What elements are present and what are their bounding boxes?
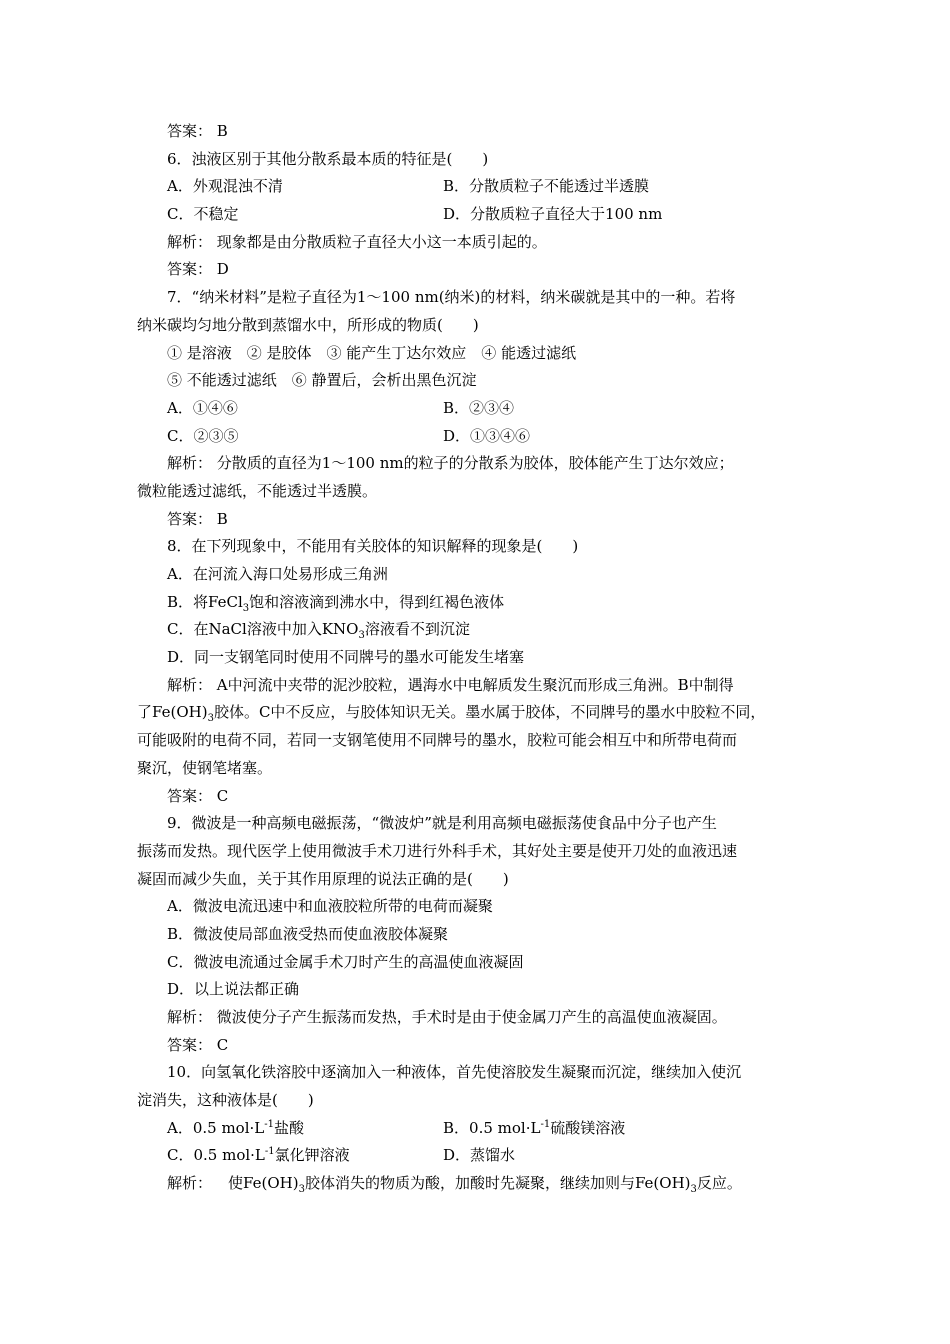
q9-answer: 答案： C xyxy=(167,1035,229,1054)
question-10-stem-2: 淀消失，这种液体是( ) xyxy=(137,1091,314,1110)
question-7-stem-1: 7．“纳米材料”是粒子直径为1～100 nm(纳米)的材料，纳米碳就是其中的一种。若将 xyxy=(167,288,736,307)
q7-option-a: A．①④⑥ xyxy=(167,398,238,417)
q7-explanation-2: 微粒能透过滤纸，不能透过半透膜。 xyxy=(137,481,378,500)
q6-options-ab xyxy=(137,173,817,201)
q8-option-c: C．在NaCl溶液中加入$KNO_3$溶液看不到沉淀 xyxy=(167,620,470,642)
question-9-stem-2: 振荡而发热。现代医学上使用微波手术刀进行外科手术，其好处主要是使开刀处的血液迅速 xyxy=(137,841,738,860)
q10-option-d: D．蒸馏水 xyxy=(443,1146,516,1165)
question-10-stem-1: 10．向氢氧化铁溶胶中逐滴加入一种液体，首先使溶胶发生凝聚而沉淀，继续加入使沉 xyxy=(167,1063,742,1082)
q7-answer: 答案： B xyxy=(167,509,228,528)
q8-explanation-2: 了$Fe(OH)_3$胶体。C中不反应，与胶体知识无关。墨水属于胶体，不同牌号的墨水中胶粒不同， xyxy=(137,703,766,725)
q9-option-d: D．以上说法都正确 xyxy=(167,980,300,999)
q6-explanation: 解析： 现象都是由分散质粒子直径大小这一本质引起的。 xyxy=(167,232,547,251)
q6-option-a: A．外观混浊不清 xyxy=(167,177,283,196)
q7-option-b: B．②③④ xyxy=(443,398,515,417)
question-6-stem: 6．浊液区别于其他分散系最本质的特征是( ) xyxy=(167,149,489,168)
question-7-stem-2: 纳米碳均匀地分散到蒸馏水中，所形成的物质( ) xyxy=(137,315,479,334)
q8-explanation-1: 解析： A中河流中夹带的泥沙胶粒，遇海水中电解质发生聚沉而形成三角洲。B中制得 xyxy=(167,675,734,694)
answer-q5: 答案： B xyxy=(167,122,228,140)
q10-option-c: C．0.5 $mol\cdot L^{-1}$氯化钾溶液 xyxy=(167,1146,350,1165)
q9-option-b: B．微波使局部血液受热而使血液胶体凝聚 xyxy=(167,924,449,943)
q8-answer: 答案： C xyxy=(167,786,229,805)
q9-option-c: C．微波电流通过金属手术刀时产生的高温使血液凝固 xyxy=(167,952,524,971)
q7-options-ab xyxy=(137,395,817,423)
q7-option-c: C．②③⑤ xyxy=(167,426,239,445)
q6-option-d: D．分散质粒子直径大于100 nm xyxy=(443,205,663,224)
question-9-stem-3: 凝固而减少失血，关于其作用原理的说法正确的是( ) xyxy=(137,869,509,888)
q6-option-b: B．分散质粒子不能透过半透膜 xyxy=(443,177,650,196)
q9-option-a: A．微波电流迅速中和血液胶粒所带的电荷而凝聚 xyxy=(167,897,493,916)
q6-option-c: C．不稳定 xyxy=(167,205,239,224)
q7-statements-2: ⑤ 不能透过滤纸 ⑥ 静置后，会析出黑色沉淀 xyxy=(167,371,477,390)
q8-explanation-4: 聚沉，使钢笔堵塞。 xyxy=(137,758,273,777)
q10-options-ab xyxy=(137,1115,817,1143)
q8-option-d: D．同一支钢笔同时使用不同牌号的墨水可能发生堵塞 xyxy=(167,648,525,667)
q10-option-a: A．0.5 $mol\cdot L^{-1}$盐酸 xyxy=(167,1118,305,1137)
q6-answer: 答案： D xyxy=(167,260,229,279)
question-9-stem-1: 9．微波是一种高频电磁振荡，“微波炉”就是利用高频电磁振荡使食品中分子也产生 xyxy=(167,814,717,833)
q8-option-a: A．在河流入海口处易形成三角洲 xyxy=(167,565,388,583)
q10-explanation: 解析： 使$Fe(OH)_3$胶体消失的物质为酸，加酸时先凝聚，继续加则与$Fe(OH)_3$反应。 xyxy=(167,1174,742,1196)
q7-option-d: D．①③④⑥ xyxy=(443,426,531,445)
q7-statements-1: ① 是溶液 ② 是胶体 ③ 能产生丁达尔效应 ④ 能透过滤纸 xyxy=(167,343,577,362)
q7-options-cd xyxy=(137,423,817,451)
q8-option-b: B．将FeCl$_3$饱和溶液滴到沸水中，得到红褐色液体 xyxy=(167,592,505,614)
q8-explanation-3: 可能吸附的电荷不同，若同一支钢笔使用不同牌号的墨水，胶粒可能会相互中和所带电荷而 xyxy=(137,731,738,750)
document-page xyxy=(137,118,817,1198)
q10-option-b: B．0.5 $mol\cdot L^{-1}$硫酸镁溶液 xyxy=(443,1118,626,1137)
q10-options-cd xyxy=(137,1142,817,1170)
q9-explanation: 解析： 微波使分子产生振荡而发热，手术时是由于使金属刀产生的高温使血液凝固。 xyxy=(167,1008,727,1026)
q6-options-cd xyxy=(137,201,817,229)
q7-explanation-1: 解析： 分散质的直径为1～100 nm的粒子的分散系为胶体，胶体能产生丁达尔效应； xyxy=(167,454,734,473)
question-8-stem: 8．在下列现象中，不能用有关胶体的知识解释的现象是( ) xyxy=(167,537,579,556)
